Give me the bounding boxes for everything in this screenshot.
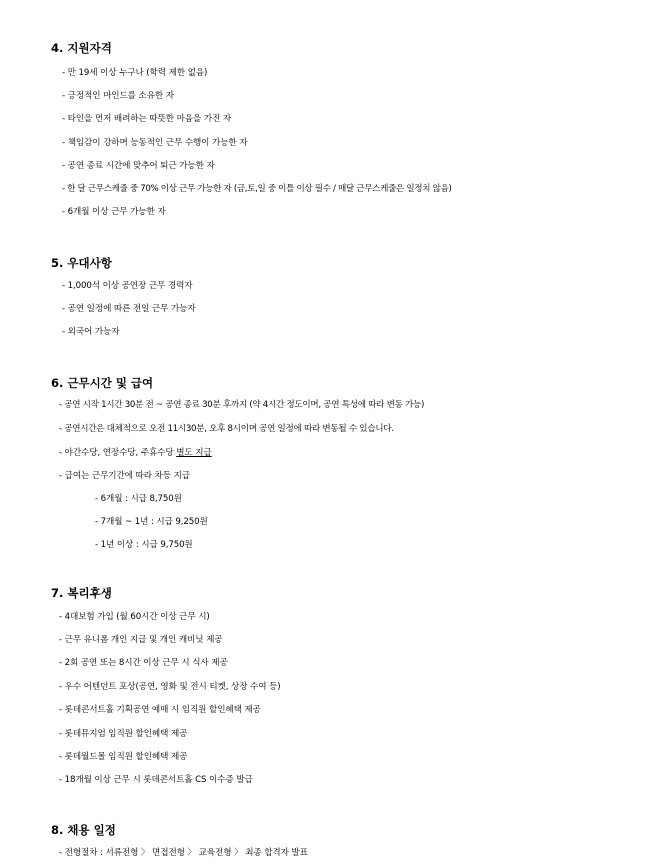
allowance-text: - 야간수당, 연장수당, 주휴수당	[59, 448, 177, 458]
list-item: - 공연시간은 대체적으로 오전 11시30분, 오후 8시이며 공연 일정에 따라 변동될 수 있습니다.	[59, 424, 394, 434]
list-item: - 전형절차 : 서류전형 〉 면접전형 〉 교육전형 〉 최종 합격자 발표	[59, 848, 308, 858]
wage-row: - 7개월 ~ 1년 : 시급 9,250원	[95, 517, 208, 527]
list-item	[59, 446, 212, 458]
list-item: - 18개월 이상 근무 시 롯데콘서트홀 CS 이수증 발급	[59, 775, 253, 785]
list-item: - 공연 일정에 따른 전일 근무 가능자	[62, 304, 196, 314]
list-item: - 롯데콘서트홀 기획공연 예매 시 임직원 할인혜택 제공	[59, 705, 261, 715]
section-heading: 8. 채용 일정	[51, 823, 116, 837]
list-item: - 만 19세 이상 누구나 (학력 제한 없음)	[62, 68, 208, 78]
list-item: - 타인을 먼저 배려하는 따뜻한 마음을 가진 자	[62, 114, 232, 124]
list-item: - 공연 시작 1시간 30분 전 ~ 공연 종료 30분 후까지 (약 4시간 정도이며, 공연 특성에 따라 변동 가능)	[59, 400, 425, 410]
list-item: - 2회 공연 또는 8시간 이상 근무 시 식사 제공	[59, 658, 228, 668]
section-heading: 5. 우대사항	[51, 256, 112, 270]
list-item: - 4대보험 가입 (월 60시간 이상 근무 시)	[59, 612, 210, 622]
wage-row: - 6개월 : 시급 8,750원	[95, 494, 182, 504]
list-item: - 우수 어텐던트 포상(공연, 영화 및 전시 티켓, 상장 수여 등)	[59, 682, 281, 692]
allowance-separate-pay: 별도 지급	[176, 448, 212, 458]
list-item: - 외국어 가능자	[62, 327, 120, 337]
list-item: - 6개월 이상 근무 가능한 자	[62, 207, 166, 217]
section-heading: 7. 복리후생	[51, 586, 112, 600]
list-item: - 한 달 근무스케줄 중 70% 이상 근무 가능한 자 (금,토,일 중 이틀 이상 필수 / 매달 근무스케줄은 일정치 않음)	[62, 184, 452, 194]
list-item: - 근무 유니폼 개인 지급 및 개인 캐비닛 제공	[59, 635, 223, 645]
list-item: - 1,000석 이상 공연장 근무 경력자	[62, 281, 193, 291]
list-item: - 책임감이 강하며 능동적인 근무 수행이 가능한 자	[62, 138, 248, 148]
section-heading: 6. 근무시간 및 급여	[51, 376, 154, 390]
list-item: - 급여는 근무기간에 따라 차등 지급	[59, 471, 190, 481]
section-heading: 4. 지원자격	[51, 41, 112, 55]
list-item: - 롯데뮤지엄 임직원 할인혜택 제공	[59, 729, 188, 739]
list-item: - 공연 종료 시간에 맞추어 퇴근 가능한 자	[62, 161, 215, 171]
list-item: - 롯데월드몰 임직원 할인혜택 제공	[59, 752, 188, 762]
list-item: - 긍정적인 마인드를 소유한 자	[62, 91, 174, 101]
wage-row: - 1년 이상 : 시급 9,750원	[95, 540, 193, 550]
